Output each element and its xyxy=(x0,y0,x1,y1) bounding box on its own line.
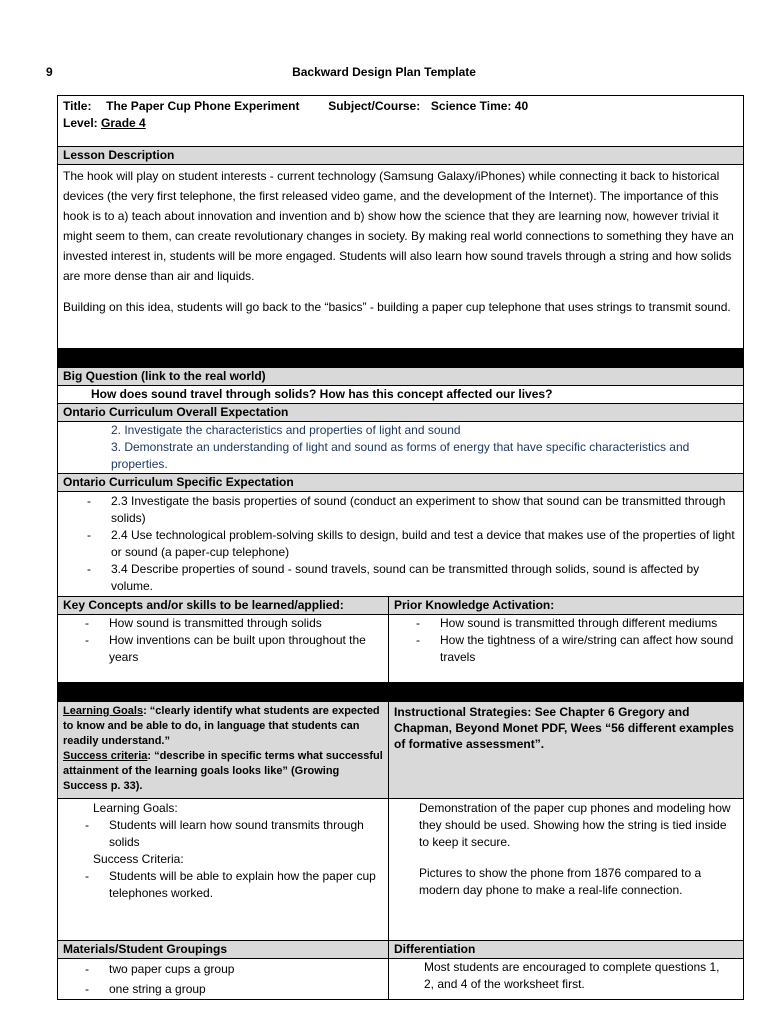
success-criteria-label: Success criteria xyxy=(63,750,148,762)
overall-expectation-item: 3. Demonstrate an understanding of light and sound as forms of energy that have specific characteristics and properties. xyxy=(111,440,690,471)
list-item: - Students will be able to explain how the paper cup telephones worked. xyxy=(63,868,383,902)
overall-expectation-list xyxy=(58,422,744,474)
list-item: - How sound is transmitted through different mediums xyxy=(394,615,738,632)
learning-goals-label: Learning Goals xyxy=(63,705,144,717)
lesson-description-body xyxy=(58,165,744,349)
learning-goals-label: Learning Goals: xyxy=(93,801,178,815)
list-item: - 2.3 Investigate the basis properties of sound (conduct an experiment to show that sound can be transmitted through solids) xyxy=(63,493,738,527)
instructional-p2: Pictures to show the phone from 1876 compared to a modern day phone to make a real-life connection. xyxy=(419,866,702,897)
level-label: Level: xyxy=(63,116,98,130)
prior-knowledge-list xyxy=(389,615,744,683)
list-item: - 2.4 Use technological problem-solving skills to design, build and test a device that makes use of the properties of light or sound (a paper-cup telephone) xyxy=(63,527,738,561)
title-line xyxy=(63,98,738,115)
key-concepts-heading: Key Concepts and/or skills to be learned/applied: xyxy=(58,597,389,615)
lesson-description-p1: The hook will play on student interests - current technology (Samsung Galaxy/iPhones) while connecting it back to historical devices (the very first telephone, the first released video game, and the development of the Internet). The importance of this hook is to a) teach about innovation and invention and b) show how the science that they are learning now, however trivial it might seem to them, can create revolutionary changes in society. By making real world connections to something they have an invested interest in, students will be more engaged. Students will also learn how sound travels through a string and how solids are more dense than air and liquids. xyxy=(63,169,734,283)
section-divider xyxy=(58,349,744,368)
list-item: - How sound is transmitted through solids xyxy=(63,615,383,632)
time-value: 40 xyxy=(514,99,529,113)
instructional-strategies-cell xyxy=(389,799,744,941)
list-item: - one string a group xyxy=(63,979,383,999)
big-question-text: How does sound travel through solids? How has this concept affected our lives? xyxy=(58,386,744,404)
instructional-strategies-heading: Instructional Strategies: See Chapter 6 Gregory and Chapman, Beyond Monet PDF, Wees “56 different examples of formative assessment”. xyxy=(389,702,744,799)
key-concepts-list xyxy=(58,615,389,683)
specific-expectation-heading: Ontario Curriculum Specific Expectation xyxy=(58,474,744,492)
lesson-description-p2: Building on this idea, students will go back to the “basics” - building a paper cup telephone that uses strings to transmit sound. xyxy=(63,300,731,314)
differentiation-heading: Differentiation xyxy=(389,941,744,959)
lesson-description-heading: Lesson Description xyxy=(58,147,744,165)
document-title: Backward Design Plan Template xyxy=(292,65,476,79)
materials-list xyxy=(58,959,389,1000)
prior-knowledge-heading: Prior Knowledge Activation: xyxy=(389,597,744,615)
materials-heading: Materials/Student Groupings xyxy=(58,941,389,959)
title-label: Title: xyxy=(63,99,92,113)
goals-header xyxy=(58,702,389,799)
list-item: - two paper cups a group xyxy=(63,959,383,979)
list-item: - 3.4 Describe properties of sound - sound travels, sound can be transmitted through solids, sound is affected by volume. xyxy=(63,561,738,595)
subject-value: Science xyxy=(430,99,477,113)
section-divider xyxy=(58,683,744,702)
time-label: Time: xyxy=(479,99,512,113)
overall-expectation-item: 2. Investigate the characteristics and properties of light and sound xyxy=(111,423,461,437)
learning-goals-cell xyxy=(58,799,389,941)
list-item: - Students will learn how sound transmits through solids xyxy=(63,817,383,851)
level-line xyxy=(63,115,738,132)
success-criteria-description: : “describe in specific terms what successful attainment of the learning goals looks like” (Growing Success p. 33). xyxy=(63,750,383,792)
specific-expectation-list xyxy=(58,492,744,597)
subject-label: Subject/Course: xyxy=(328,99,421,113)
success-criteria-label: Success Criteria: xyxy=(93,852,184,866)
list-item: - How the tightness of a wire/string can affect how sound travels xyxy=(394,632,738,666)
title-value: The Paper Cup Phone Experiment xyxy=(106,99,300,113)
info-row xyxy=(58,96,744,147)
differentiation-text: Most students are encouraged to complete questions 1, 2, and 4 of the worksheet first. xyxy=(389,959,744,1000)
lesson-plan-table xyxy=(57,95,743,1000)
big-question-heading: Big Question (link to the real world) xyxy=(58,368,744,386)
instructional-p1: Demonstration of the paper cup phones and modeling how they should be used. Showing how the string is tied inside to keep it secure. xyxy=(419,801,731,849)
level-value: Grade 4 xyxy=(101,116,146,130)
learning-goals-description: : “clearly identify what students are expected to know and be able to do, in language that students can readily understand.” xyxy=(63,705,380,747)
list-item: - How inventions can be built upon throughout the years xyxy=(63,632,383,666)
overall-expectation-heading: Ontario Curriculum Overall Expectation xyxy=(58,404,744,422)
page-number: 9 xyxy=(46,65,53,79)
